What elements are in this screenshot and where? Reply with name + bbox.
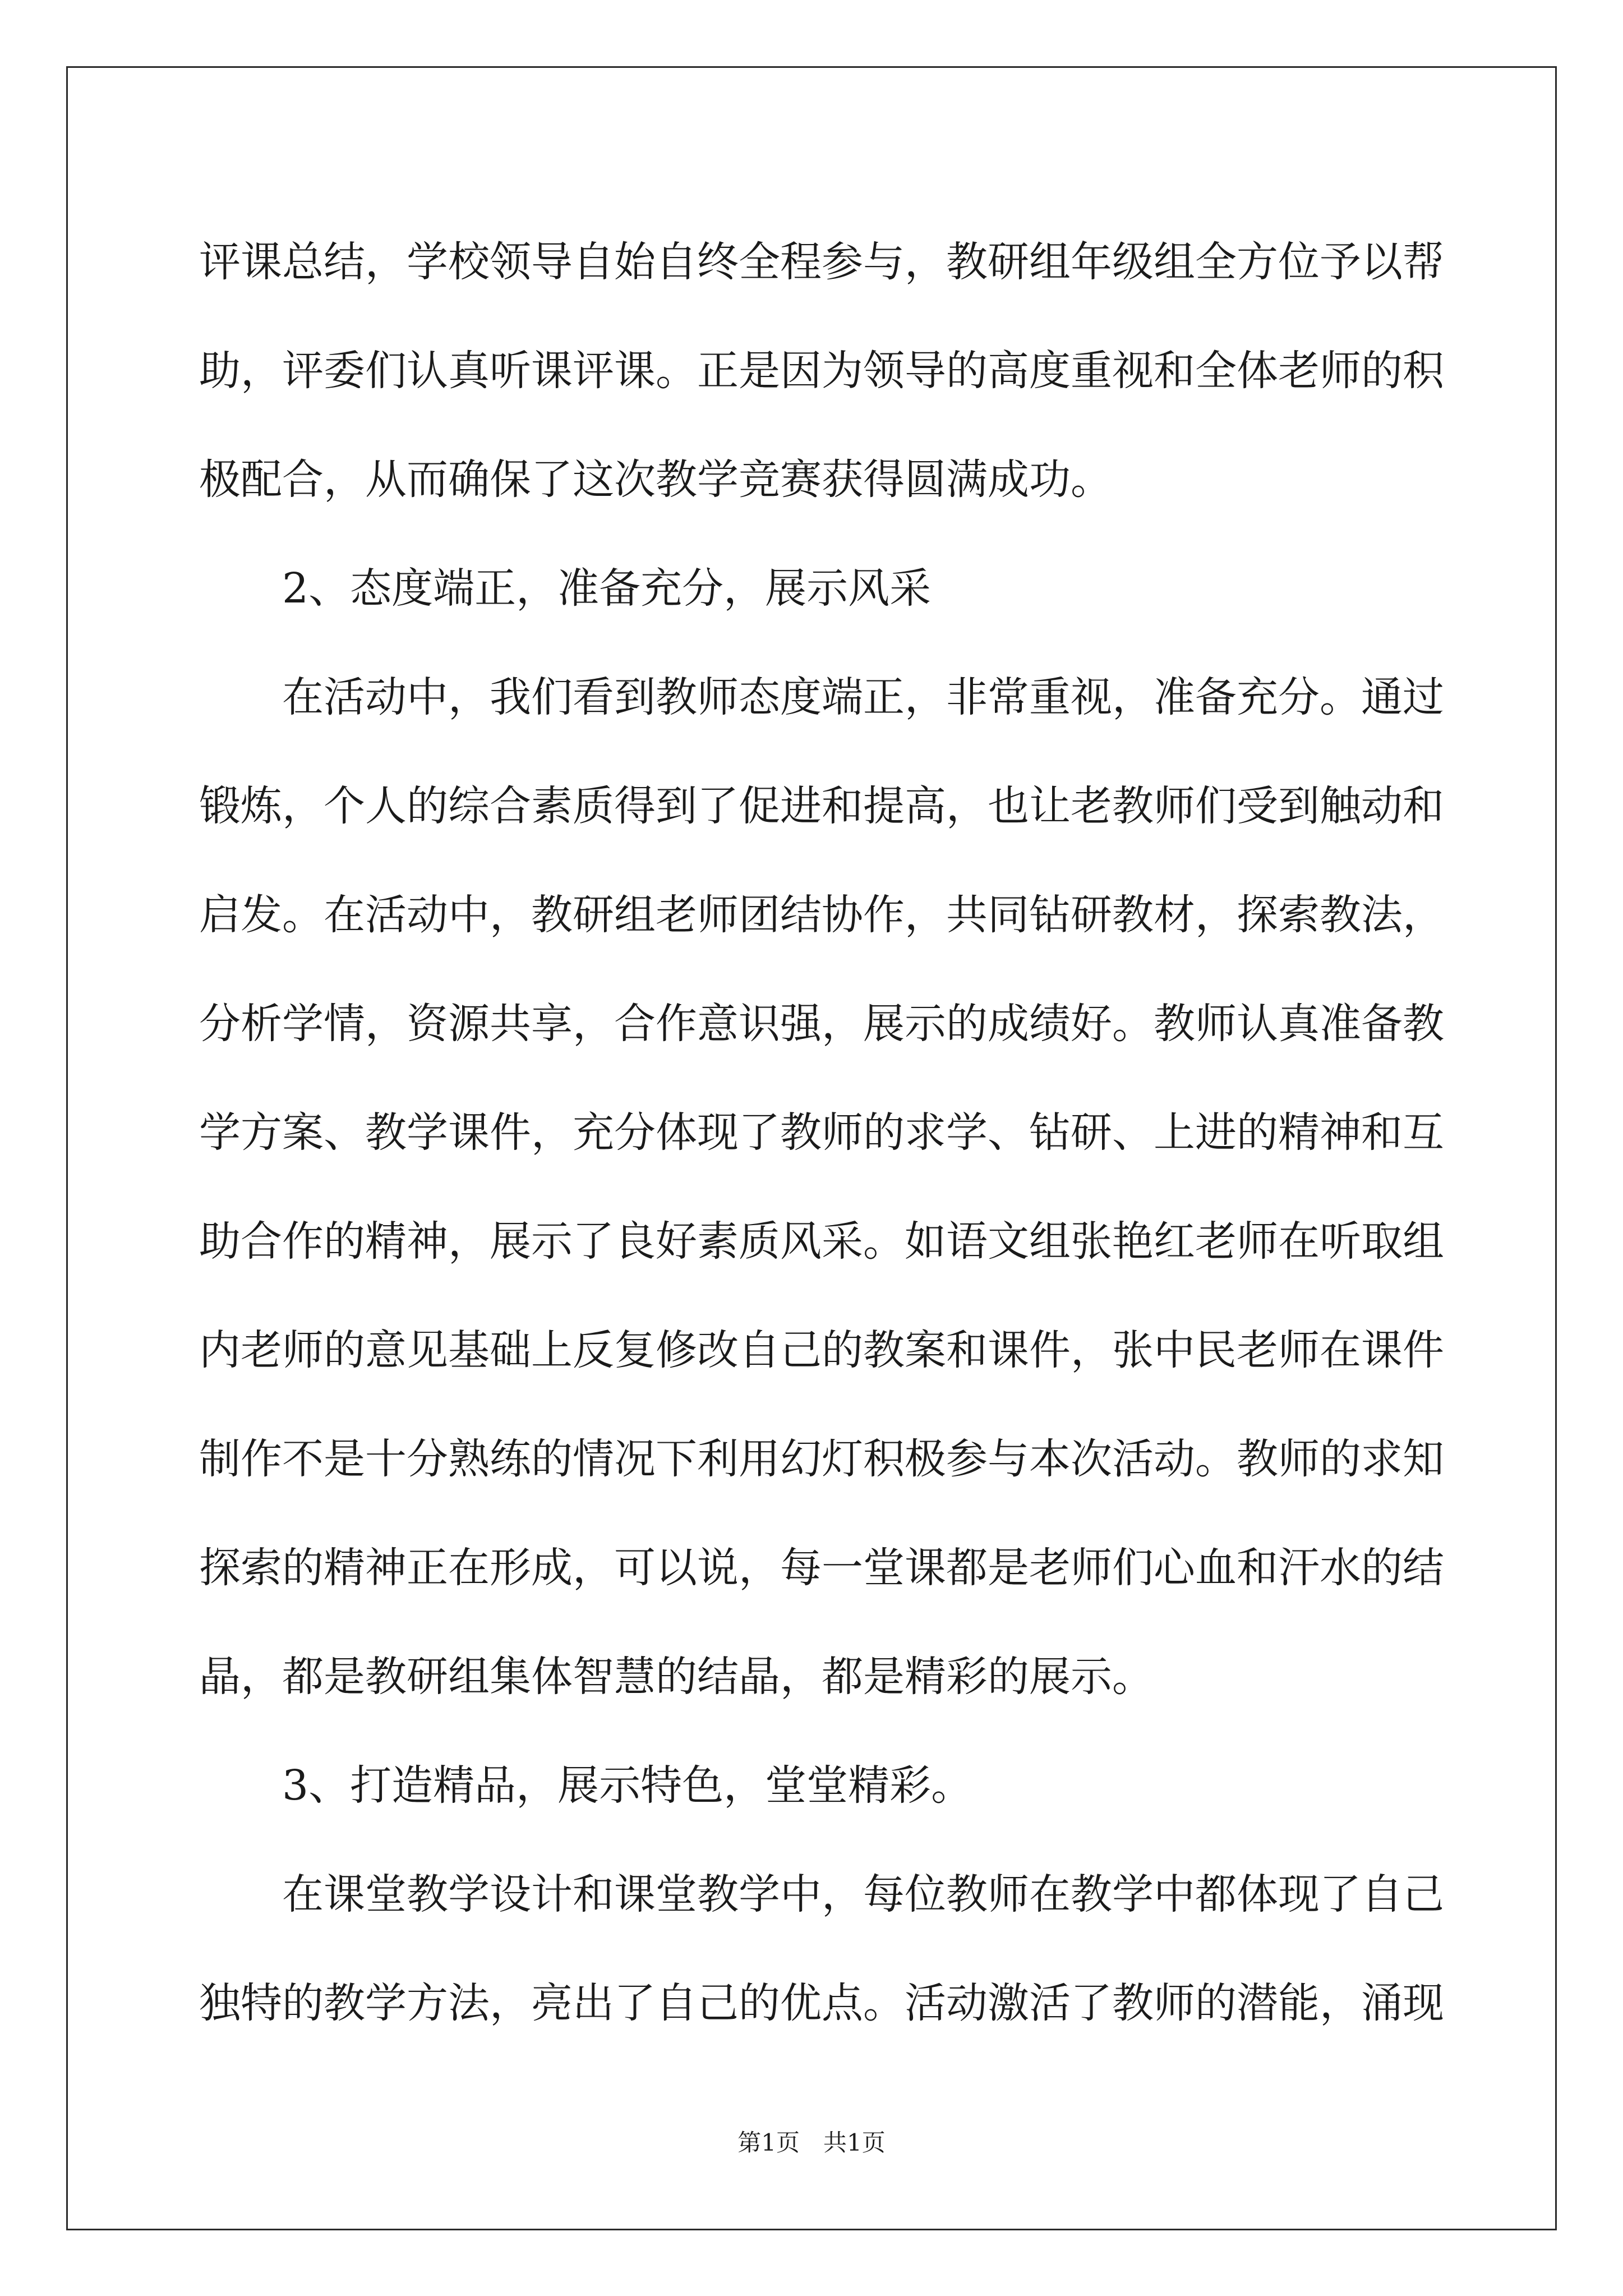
text-line: 启发。在活动中，教研组老师团结协作，共同钻研教材，探索教法， [199, 891, 1444, 939]
text-line: 3、打造精品，展示特色，堂堂精彩。 [282, 1761, 973, 1810]
text-line: 锻炼，个人的综合素质得到了促进和提高，也让老教师们受到触动和 [199, 782, 1444, 830]
text-line: 极配合，从而确保了这次教学竞赛获得圆满成功。 [199, 455, 1112, 504]
text-line: 2、态度端正，准备充分，展示风采 [282, 564, 932, 613]
document-body [199, 208, 1444, 2058]
text-line: 评课总结，学校领导自始自终全程参与，教研组年级组全方位予以帮 [199, 238, 1444, 286]
text-line: 学方案、教学课件，充分体现了教师的求学、钻研、上进的精神和互 [199, 1108, 1444, 1157]
text-line: 助合作的精神，展示了良好素质风采。如语文组张艳红老师在听取组 [199, 1217, 1444, 1266]
page-footer: 第1页 共1页 [737, 2129, 886, 2156]
text-line: 探索的精神正在形成，可以说，每一堂课都是老师们心血和汗水的结 [199, 1544, 1444, 1592]
text-line: 分析学情，资源共享，合作意识强，展示的成绩好。教师认真准备教 [199, 1000, 1444, 1048]
text-line: 在课堂教学设计和课堂教学中，每位教师在教学中都体现了自己 [282, 1870, 1444, 1918]
text-line: 助，评委们认真听课评课。正是因为领导的高度重视和全体老师的积 [199, 347, 1444, 395]
text-line: 内老师的意见基础上反复修改自己的教案和课件，张中民老师在课件 [199, 1326, 1444, 1374]
text-line: 制作不是十分熟练的情况下利用幻灯积极参与本次活动。教师的求知 [199, 1435, 1444, 1483]
text-line: 晶，都是教研组集体智慧的结晶，都是精彩的展示。 [199, 1653, 1154, 1701]
text-line: 独特的教学方法，亮出了自己的优点。活动激活了教师的潜能，涌现 [199, 1979, 1444, 2027]
text-line: 在活动中，我们看到教师态度端正，非常重视，准备充分。通过 [282, 673, 1444, 721]
